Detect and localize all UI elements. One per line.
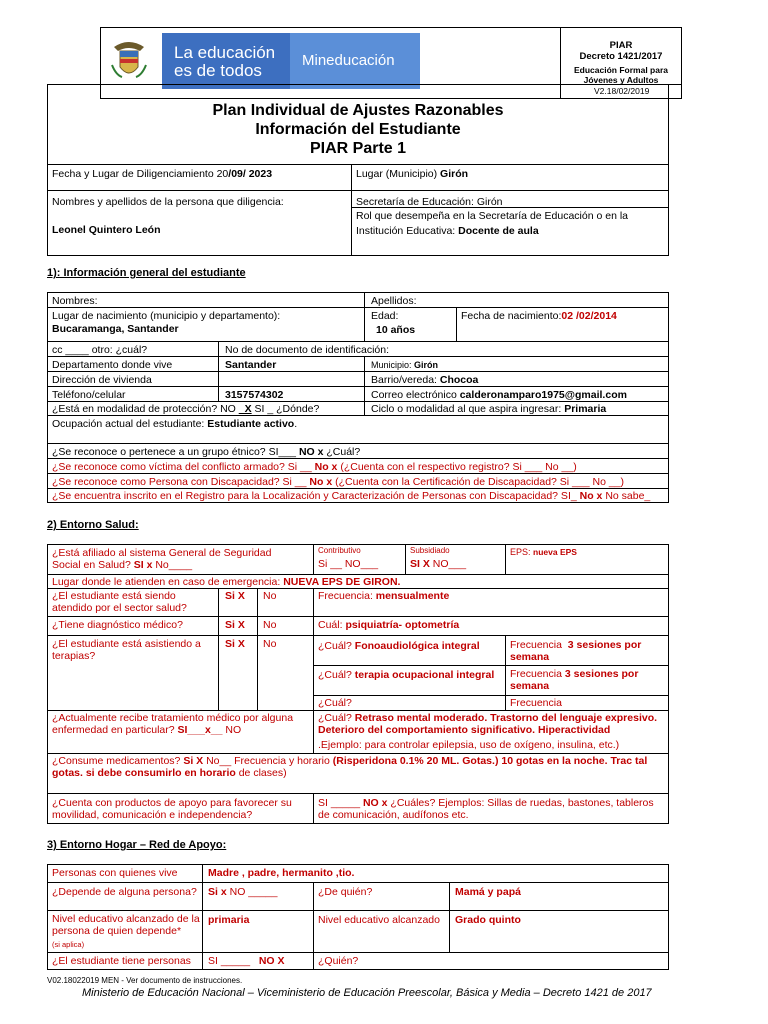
apellidos-label: Apellidos: xyxy=(371,295,417,307)
discapacidad-label: ¿Se reconoce como Persona con Discapacidad? Si __ xyxy=(52,476,307,488)
terapia3-label: ¿Cuál? xyxy=(318,697,352,709)
depto-label: Departamento donde vive xyxy=(52,359,173,371)
section1-title: 1): Información general del estudiante xyxy=(47,267,246,279)
footer-version: V02.18022019 MEN - Ver documento de instrucciones. xyxy=(47,976,243,985)
proteccion-mark: _X xyxy=(238,403,252,415)
nivel2-value: Grado quinto xyxy=(455,914,521,926)
title-line3: PIAR Parte 1 xyxy=(309,140,407,157)
ocupacion-value: Estudiante activo xyxy=(207,418,295,430)
tiene-si: SI _____ xyxy=(208,955,251,967)
correo-field xyxy=(371,389,627,401)
barrio-label: Barrio/vereda: xyxy=(371,374,437,386)
fecha-nac-field xyxy=(461,310,617,322)
tiene-field xyxy=(208,955,284,967)
terapia1-field xyxy=(318,640,480,652)
registro-mark: No x xyxy=(579,490,603,502)
ciclo-label: Ciclo o modalidad al que aspira ingresar: xyxy=(371,403,562,415)
depto-value: Santander xyxy=(225,359,277,371)
apoyo-cuales: ¿Cuáles? Ejemplos: Sillas de ruedas, bastones, tableros de comunicación, audífonos etc. xyxy=(318,797,654,821)
fecha-field xyxy=(52,168,272,180)
medicamentos-label: ¿Consume medicamentos? xyxy=(52,755,181,767)
personas-value: Madre , padre, hermanito ,tio. xyxy=(208,867,355,879)
logo-line2: es de todos xyxy=(174,61,262,80)
etnico-label: ¿Se reconoce o pertenece a un grupo étnico? SI___ xyxy=(52,446,297,458)
frecuencia-field xyxy=(318,590,449,602)
victima-label: ¿Se reconoce como víctima del conflicto armado? Si __ xyxy=(52,461,312,473)
program-line1: Educación Formal para xyxy=(574,65,668,75)
fecha-nac-value: 02 /02/2014 xyxy=(561,310,617,322)
nivel-note: (si aplica) xyxy=(52,940,85,949)
tratamiento-si: SI___x__ xyxy=(177,724,223,736)
section3-title: 3) Entorno Hogar – Red de Apoyo: xyxy=(47,839,227,851)
victima-label-c: (¿Cuenta con el respectivo registro? Si ___ No __) xyxy=(340,461,577,473)
nombres-diligencia-value: Leonel Quintero León xyxy=(52,224,161,236)
apoyo-question: ¿Cuenta con productos de apoyo para favorecer su movilidad, comunicación e independencia? xyxy=(52,797,292,821)
victima-mark: No x xyxy=(314,461,338,473)
diagnostico-field xyxy=(318,619,459,631)
ocupacion-label: Ocupación actual del estudiante: xyxy=(52,418,205,430)
contributivo-label: Contributivo xyxy=(318,546,361,555)
nivel-value: primaria xyxy=(208,914,250,926)
ciclo-value: Primaria xyxy=(564,403,607,415)
doc-code: PIAR xyxy=(609,40,633,51)
tratamiento-cual-value: Retraso mental moderado. Trastorno del lenguaje expresivo. Deterioro del comportamiento significativo. Hiperactividad xyxy=(318,712,658,736)
edad-label: Edad: xyxy=(371,310,399,322)
section2-title: 2) Entorno Salud: xyxy=(47,519,139,531)
barrio-field xyxy=(371,374,478,386)
apoyo-no: NO x xyxy=(362,797,388,809)
title-line1: Plan Individual de Ajustes Razonables xyxy=(212,102,504,119)
terapia1-freq-value: 3 sesiones por semana xyxy=(510,639,642,663)
subsidiado-no: NO___ xyxy=(432,558,467,570)
lugar-label: Lugar (Municipio) xyxy=(356,168,438,180)
terapia1-freq-label: Frecuencia xyxy=(510,639,562,651)
emergencia-label: Lugar donde le atienden en caso de emergencia: xyxy=(52,576,281,588)
rol-field xyxy=(356,225,539,237)
logo xyxy=(104,33,420,89)
municipio-value: Girón xyxy=(414,360,439,370)
terapia1-value: Fonoaudiológica integral xyxy=(354,640,480,652)
terapia1-frecuencia xyxy=(510,639,665,663)
subsidiado-label: Subsidiado xyxy=(410,546,450,555)
tratamiento-no: NO xyxy=(225,724,242,736)
subsidiado-si: SI X xyxy=(410,558,430,570)
rol-line2: Institución Educativa: xyxy=(356,225,456,237)
nivel-question: Nivel educativo alcanzado de la persona de quien depende* xyxy=(52,913,200,937)
terapia3-freq-label: Frecuencia xyxy=(510,697,562,709)
medicamentos-label-b: No__ Frecuencia y horario xyxy=(206,755,330,767)
title-line2: Información del Estudiante xyxy=(255,121,461,138)
discapacidad-field xyxy=(52,476,624,488)
medicamentos-label-c: de clases) xyxy=(238,767,287,779)
terapia2-value: terapia ocupacional integral xyxy=(354,669,495,681)
tratamiento-cual xyxy=(318,712,666,736)
depende-question: ¿Depende de alguna persona? xyxy=(52,886,197,898)
depende-field xyxy=(208,886,277,898)
ocupacion-field: Ocupación actual del estudiante: Estudiante activo. xyxy=(52,418,298,430)
proteccion-field xyxy=(52,403,319,415)
subsidiado-field xyxy=(410,558,466,570)
depende-no: NO _____ xyxy=(229,886,278,898)
nombres-label: Nombres: xyxy=(52,295,98,307)
logo-line1: La educación xyxy=(174,43,276,62)
secretaria-label: Secretaría de Educación: Girón xyxy=(356,196,503,208)
lugar-field xyxy=(356,168,468,180)
dequien-label: ¿De quién? xyxy=(318,886,373,898)
terapias-question: ¿El estudiante está asistiendo a terapias? xyxy=(52,638,201,662)
tratamiento-cual-label: ¿Cuál? xyxy=(318,712,352,724)
correo-value: calderonamparo1975@gmail.com xyxy=(459,389,627,401)
lugar-value: Girón xyxy=(440,168,469,180)
discapacidad-mark: No x xyxy=(309,476,333,488)
etnico-label-c: ¿Cuál? xyxy=(326,446,361,458)
afiliado-label: ¿Está afiliado al sistema General de Seguridad Social en Salud? xyxy=(52,547,272,571)
terapia2-field xyxy=(318,669,494,681)
fecha-nac-label: Fecha de nacimiento: xyxy=(461,310,562,322)
dequien-value: Mamá y papá xyxy=(455,886,521,898)
telefono-label: Teléfono/celular xyxy=(52,389,126,401)
diagnostico-question: ¿Tiene diagnóstico médico? xyxy=(52,619,183,631)
barrio-value: Chocoa xyxy=(439,374,479,386)
registro-label: ¿Se encuentra inscrito en el Registro para la Localización y Caracterización de Personas con Discapacidad? SI_ xyxy=(52,490,577,502)
diagnostico-cual-value: psiquiatría- optometría xyxy=(345,619,460,631)
atendido-no: No xyxy=(263,590,277,602)
frecuencia-label: Frecuencia: xyxy=(318,590,373,602)
lugar-nac-label: Lugar de nacimiento (municipio y departamento): xyxy=(52,310,281,322)
municipio-label: Municipio: xyxy=(371,360,412,370)
version-label: V2.18/02/2019 xyxy=(594,86,650,96)
nombres-diligencia-label: Nombres y apellidos de la persona que diligencia: xyxy=(52,196,284,208)
tiene-question: ¿El estudiante tiene personas xyxy=(52,955,191,967)
terapia2-label: ¿Cuál? xyxy=(318,669,352,681)
tiene-no: NO X xyxy=(258,955,285,967)
telefono-value: 3157574302 xyxy=(225,389,284,401)
victima-field xyxy=(52,461,577,473)
proteccion-label: ¿Está en modalidad de protección? NO xyxy=(52,403,236,415)
atendido-question: ¿El estudiante está siendo atendido por el sector salud? xyxy=(52,590,187,614)
emergencia-value: NUEVA EPS DE GIRON. xyxy=(283,576,401,588)
correo-label: Correo electrónico xyxy=(371,389,457,401)
contributivo-value: Si __ NO___ xyxy=(318,558,379,570)
registro-field xyxy=(52,490,650,502)
medicamentos-value: (Risperidona 0.1% 20 ML. Gotas.) 10 gotas en la noche. Trac tal gotas. si debe consumirlo en horario xyxy=(52,755,648,779)
tiene-quien: ¿Quién? xyxy=(318,955,359,967)
brand-name: Mineducación xyxy=(302,52,395,69)
tratamiento-ejemplo: .Ejemplo: para controlar epilepsia, uso de oxígeno, insulina, etc.) xyxy=(318,739,620,751)
terapia2-frecuencia xyxy=(510,668,665,692)
fecha-value: /09/ 2023 xyxy=(228,168,273,180)
nivel2-label: Nivel educativo alcanzado xyxy=(318,914,440,926)
footer-ministry: Ministerio de Educación Nacional – Viceministerio de Educación Preescolar, Básica y Media – Decreto 1421 de 2017 xyxy=(82,987,652,999)
cc-label: cc ____ otro: ¿cuál? xyxy=(52,344,148,356)
eps-value: nueva EPS xyxy=(533,547,577,557)
medicamentos-si: Si X xyxy=(183,755,204,767)
afiliado-si: SI x xyxy=(133,559,153,571)
terapia1-label: ¿Cuál? xyxy=(318,640,352,652)
apoyo-field xyxy=(318,797,666,821)
discapacidad-label-c: (¿Cuenta con la Certificación de Discapacidad? Si ___ No __) xyxy=(335,476,624,488)
doc-id-label: No de documento de identificación: xyxy=(225,344,390,356)
diagnostico-no: No xyxy=(263,619,277,631)
registro-label-c: No sabe_ xyxy=(605,490,651,502)
diagnostico-si: Si X xyxy=(225,619,245,631)
medicamentos-field xyxy=(52,755,666,779)
terapias-no: No xyxy=(263,638,277,650)
program-line2: Jóvenes y Adultos xyxy=(583,75,659,85)
decree-label: Decreto 1421/2017 xyxy=(579,51,663,62)
atendido-si: Si X xyxy=(225,590,245,602)
edad-value: 10 años xyxy=(376,324,416,336)
emergencia-field xyxy=(52,576,400,588)
tratamiento-label: ¿Actualmente recibe tratamiento médico por alguna enfermedad en particular? xyxy=(52,712,294,736)
rol-line1: Rol que desempeña en la Secretaría de Educación o en la xyxy=(356,210,629,222)
frecuencia-value: mensualmente xyxy=(375,590,450,602)
municipio-field xyxy=(371,359,438,371)
direccion-label: Dirección de vivienda xyxy=(52,374,152,386)
proteccion-label-b: SI _ ¿Dónde? xyxy=(254,403,320,415)
ciclo-field xyxy=(371,403,606,415)
terapia2-freq-value: 3 sesiones por semana xyxy=(510,668,639,692)
fecha-label: Fecha y Lugar de Diligenciamiento 20 xyxy=(52,168,229,180)
etnico-mark: NO x xyxy=(298,446,324,458)
tratamiento-question xyxy=(52,712,307,736)
afiliado-question xyxy=(52,547,302,571)
terapias-si: Si X xyxy=(225,638,245,650)
eps-field xyxy=(510,546,577,558)
afiliado-no: No____ xyxy=(155,559,193,571)
personas-label: Personas con quienes vive xyxy=(52,867,178,879)
etnico-field xyxy=(52,446,360,458)
lugar-nac-value: Bucaramanga, Santander xyxy=(52,323,179,335)
depende-si: Si x xyxy=(208,886,227,898)
rol-value: Docente de aula xyxy=(458,225,539,237)
terapia2-freq-label: Frecuencia xyxy=(510,668,562,680)
apoyo-si: SI _____ xyxy=(318,797,361,809)
eps-label: EPS: xyxy=(510,547,531,557)
diagnostico-cual-label: Cuál: xyxy=(318,619,343,631)
coat-of-arms-icon xyxy=(110,37,148,83)
